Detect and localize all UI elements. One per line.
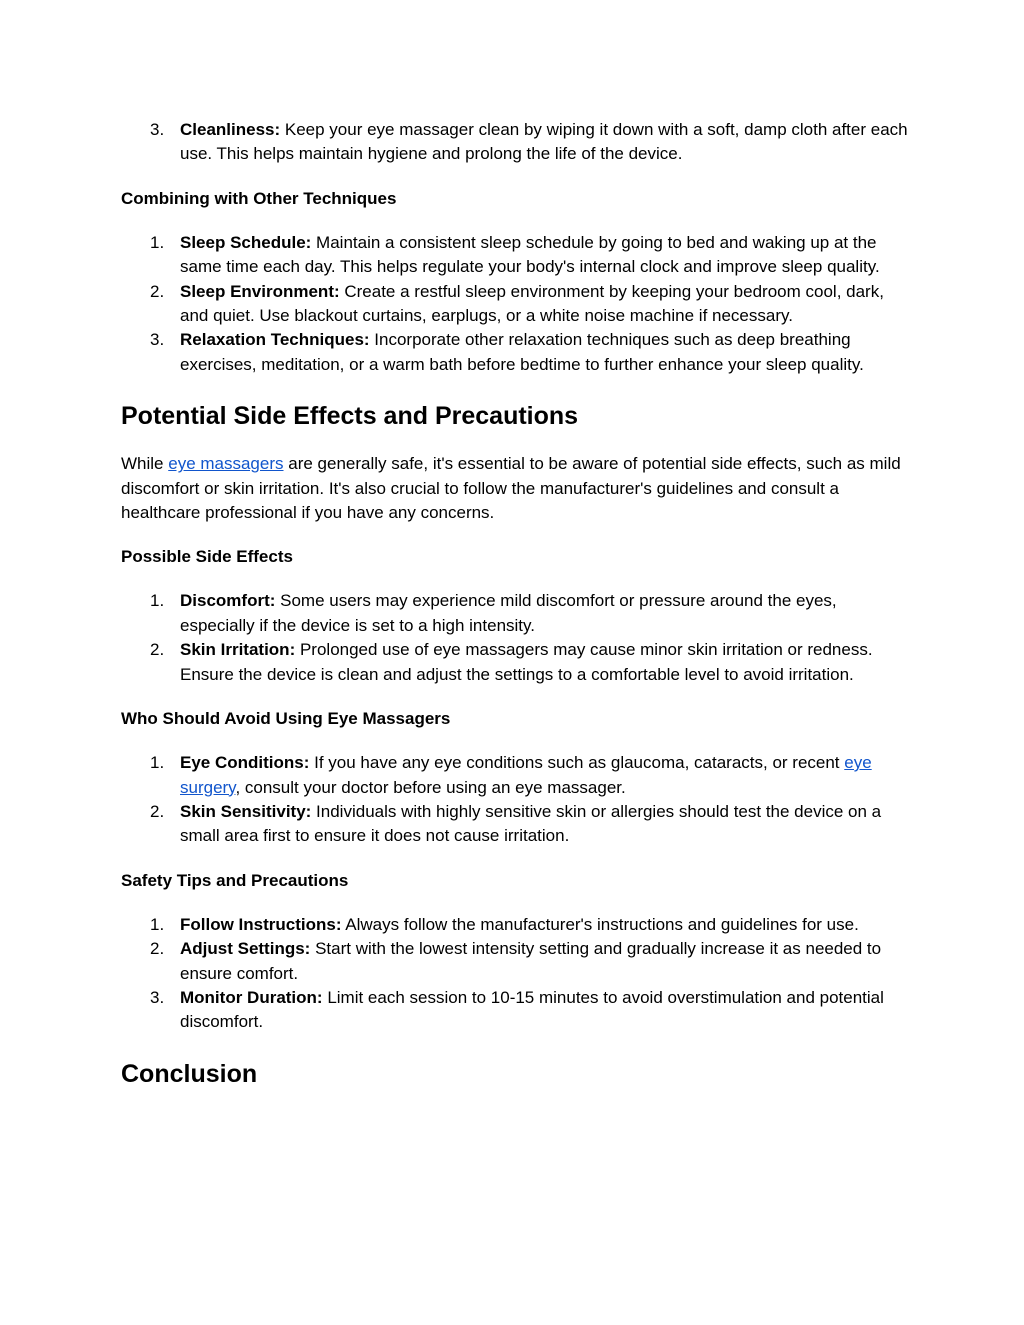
- list-item: [121, 638, 911, 687]
- list-number: 2.: [150, 939, 165, 959]
- list-item: [121, 231, 911, 280]
- eye-surgery-link[interactable]: eye surgery: [180, 753, 872, 797]
- list-item-text: Maintain a consistent sleep schedule by going to bed and waking up at the same time each day. This helps regulate your body's internal clock and improve sleep quality.: [180, 232, 880, 277]
- list-item: [121, 589, 911, 638]
- list-item-term: Adjust Settings:: [180, 939, 311, 959]
- side-effects-intro: [121, 452, 911, 525]
- who-should-avoid-heading: Who Should Avoid Using Eye Massagers: [121, 709, 451, 729]
- list-item: [121, 937, 911, 986]
- list-number: 3.: [150, 120, 165, 139]
- list-item: [121, 986, 911, 1035]
- list-item: [121, 328, 911, 377]
- list-number: 2.: [150, 281, 165, 301]
- intro-text-before: While: [121, 454, 169, 474]
- list-item: [121, 800, 911, 849]
- combining-heading: Combining with Other Techniques: [121, 188, 397, 208]
- list-number: 3.: [150, 330, 165, 350]
- list-item-term: Sleep Environment:: [180, 281, 340, 301]
- safety-tips-list: [121, 913, 911, 1035]
- list-item-text: Individuals with highly sensitive skin or allergies should test the device on a small area first to ensure it does not cause irritation.: [180, 801, 882, 846]
- possible-side-effects-list: [121, 589, 911, 687]
- list-item-term: Follow Instructions:: [180, 914, 342, 934]
- list-item-term: Skin Sensitivity:: [180, 801, 312, 821]
- intro-text-after: are generally safe, it's essential to be aware of potential side effects, such as mild discomfort or skin irritation. It's also crucial to follow the manufacturer's guidelines and consult a healthcare professional if you have any concerns.: [121, 454, 901, 523]
- list-item-term: Sleep Schedule:: [180, 232, 312, 252]
- eye-massagers-link[interactable]: eye massagers: [168, 454, 284, 474]
- list-item-term: Eye Conditions:: [180, 753, 310, 773]
- list-item-text: Limit each session to 10-15 minutes to avoid overstimulation and potential discomfort.: [180, 987, 884, 1032]
- list-item-text: Create a restful sleep environment by keeping your bedroom cool, dark, and quiet. Use blackout curtains, earplugs, or a white noise machine if necessary.: [180, 281, 884, 326]
- list-item-text: Start with the lowest intensity setting and gradually increase it as needed to ensure comfort.: [180, 939, 882, 983]
- who-should-avoid-list: [121, 751, 911, 849]
- list-item-term: Cleanliness:: [180, 120, 281, 139]
- list-item-term: Discomfort:: [180, 591, 276, 611]
- side-effects-heading: Potential Side Effects and Precautions: [121, 402, 579, 431]
- list-item: [121, 280, 911, 329]
- list-item-text: Keep your eye massager clean by wiping it down with a soft, damp cloth after each use. This helps maintain hygiene and prolong the life of the device.: [180, 120, 908, 164]
- list-number: 1.: [150, 914, 165, 934]
- list-item-term: Skin Irritation:: [180, 640, 296, 660]
- list-item-text: , consult your doctor before using an eye massager.: [235, 777, 626, 797]
- list-number: 1.: [150, 753, 165, 773]
- list-item-text: Some users may experience mild discomfort or pressure around the eyes, especially if the device is set to a high intensity.: [180, 591, 837, 635]
- list-number: 2.: [150, 801, 165, 821]
- list-item: [121, 913, 911, 937]
- combining-list: [121, 231, 911, 377]
- list-item-term: Relaxation Techniques:: [180, 330, 370, 350]
- list-item: [121, 118, 911, 167]
- list-number: 3.: [150, 987, 165, 1007]
- possible-side-effects-heading: Possible Side Effects: [121, 547, 293, 567]
- cleaning-list: [121, 118, 911, 167]
- conclusion-heading: Conclusion: [121, 1059, 258, 1088]
- list-item-text: Always follow the manufacturer's instructions and guidelines for use.: [341, 914, 859, 934]
- list-item-text: Incorporate other relaxation techniques such as deep breathing exercises, meditation, or a warm bath before bedtime to further enhance your sleep quality.: [180, 330, 864, 374]
- list-number: 2.: [150, 640, 165, 660]
- list-item-text: Prolonged use of eye massagers may cause minor skin irritation or redness. Ensure the device is clean and adjust the settings to a comfortable level to avoid irritation.: [180, 640, 873, 684]
- list-item-term: Monitor Duration:: [180, 987, 323, 1007]
- list-number: 1.: [150, 232, 165, 252]
- safety-tips-heading: Safety Tips and Precautions: [121, 870, 349, 890]
- document-page: [121, 118, 911, 1090]
- list-item-text: If you have any eye conditions such as glaucoma, cataracts, or recent: [309, 753, 845, 773]
- list-item: [121, 751, 911, 800]
- list-number: 1.: [150, 591, 165, 611]
